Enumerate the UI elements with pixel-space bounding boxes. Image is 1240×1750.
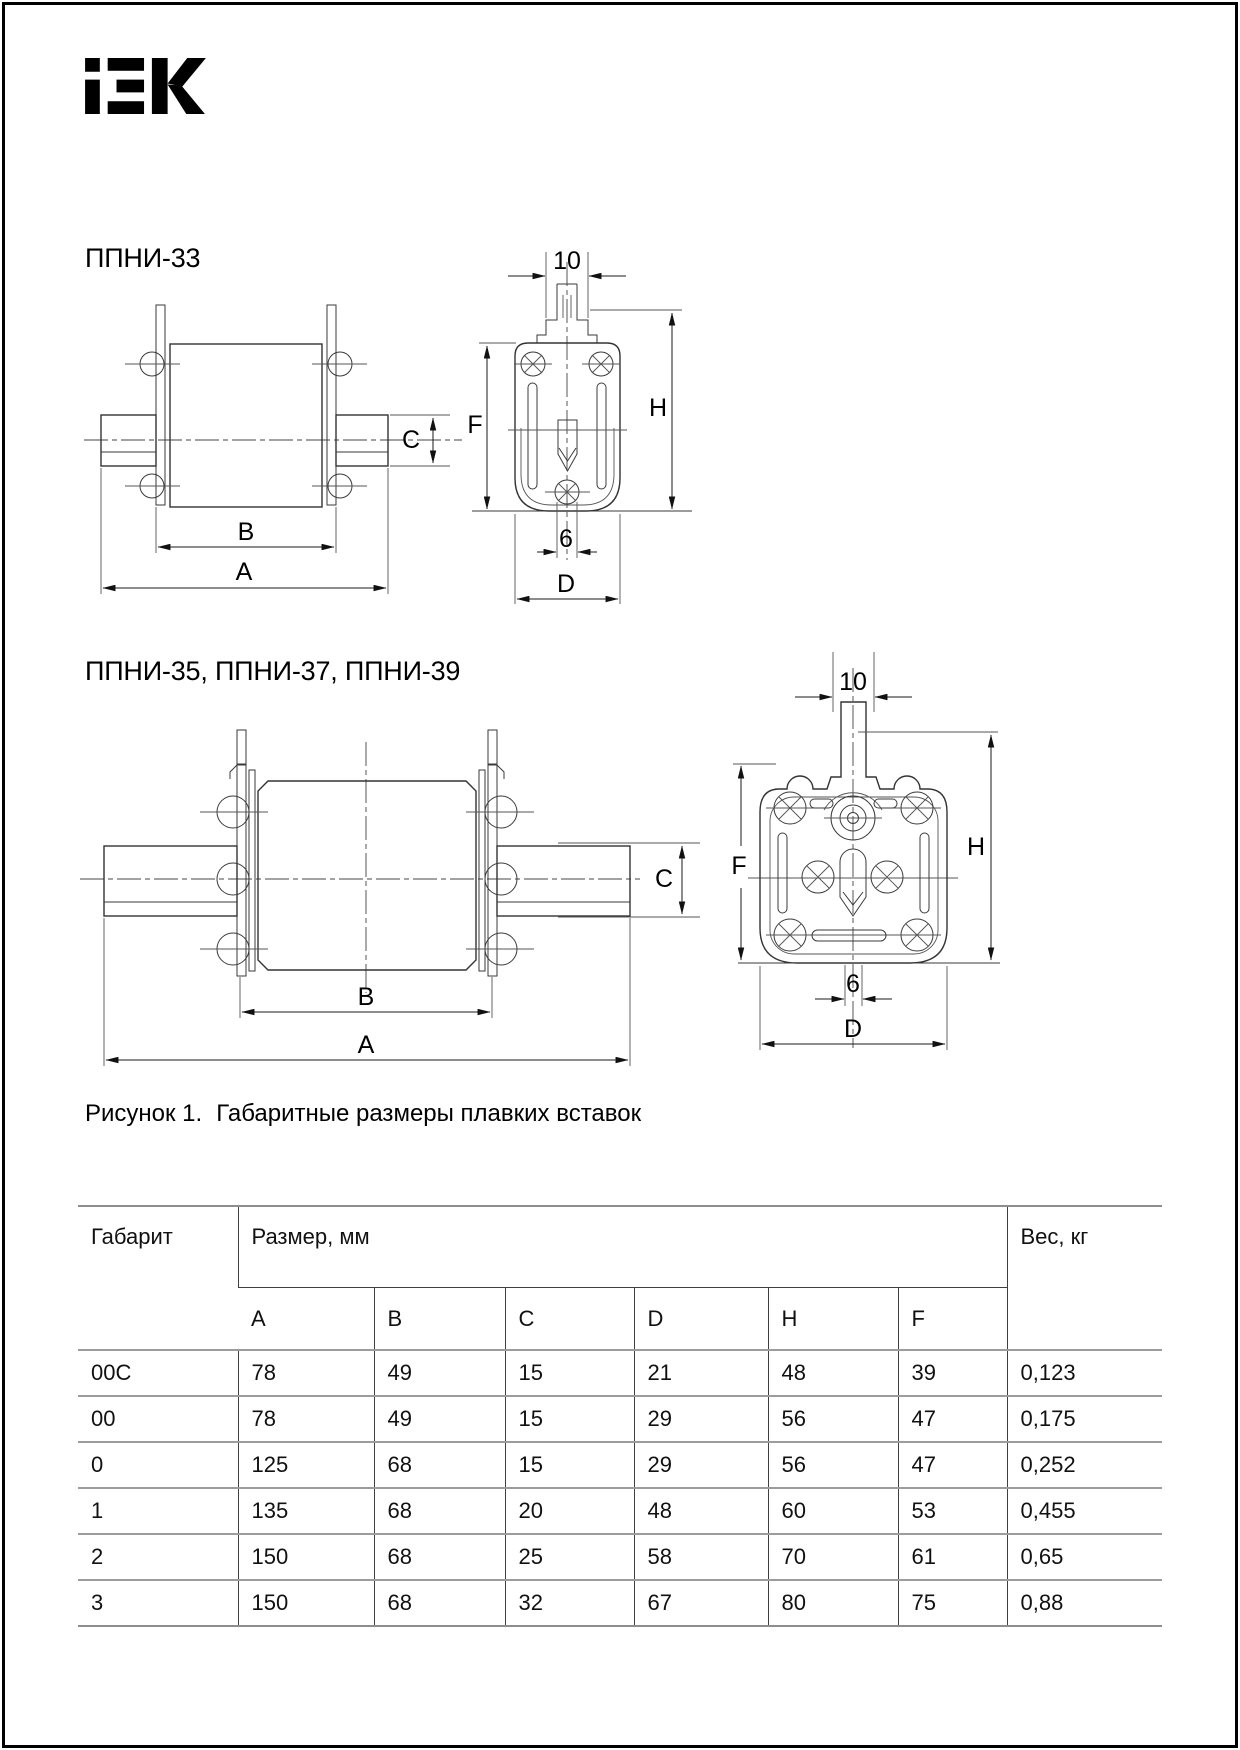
cell-d: 21 <box>634 1350 768 1396</box>
cell-d: 48 <box>634 1488 768 1534</box>
header-col-a: A <box>251 1305 266 1331</box>
dimensions-table <box>78 1205 1162 1627</box>
cell-c: 20 <box>505 1488 634 1534</box>
figure-caption-text: Габаритные размеры плавких вставок <box>216 1100 642 1127</box>
table-row <box>78 1580 1162 1626</box>
ppni-33-front-view <box>467 247 692 604</box>
cell-d: 29 <box>634 1396 768 1442</box>
section-title-ppni-33: ППНИ-33 <box>85 243 201 273</box>
dim-label-a: A <box>357 1031 375 1059</box>
header-col-b: B <box>374 1288 505 1351</box>
dim-label-6: 6 <box>559 525 573 553</box>
dim-label-f: F <box>731 852 747 880</box>
table-row <box>78 1396 1162 1442</box>
cell-a: 150 <box>238 1534 374 1580</box>
cell-d: 67 <box>634 1580 768 1626</box>
figure-caption <box>85 1100 641 1128</box>
dim-label-d: D <box>556 570 576 598</box>
dim-label-b: B <box>357 983 375 1011</box>
dim-label-6: 6 <box>846 970 860 998</box>
cell-gabarit: 2 <box>78 1534 238 1580</box>
cell-weight: 0,175 <box>1007 1396 1162 1442</box>
header-col-f: F <box>898 1288 1007 1351</box>
cell-h: 48 <box>768 1350 898 1396</box>
dim-label-c: C <box>654 865 674 893</box>
cell-weight: 0,123 <box>1007 1350 1162 1396</box>
iek-logo <box>85 58 207 114</box>
cell-f: 61 <box>898 1534 1007 1580</box>
table-row <box>78 1350 1162 1396</box>
cell-a: 125 <box>238 1442 374 1488</box>
ppni-35-side-view <box>80 730 700 1066</box>
cell-weight: 0,88 <box>1007 1580 1162 1626</box>
cell-a: 78 <box>238 1350 374 1396</box>
cell-d: 29 <box>634 1442 768 1488</box>
ppni-33-side-view <box>84 305 462 594</box>
cell-b: 68 <box>374 1580 505 1626</box>
cell-b: 68 <box>374 1488 505 1534</box>
ppni-35-front-view <box>731 652 1000 1050</box>
dim-label-10: 10 <box>553 247 581 275</box>
cell-a: 78 <box>238 1396 374 1442</box>
cell-f: 47 <box>898 1442 1007 1488</box>
cell-c: 15 <box>505 1396 634 1442</box>
cell-h: 56 <box>768 1396 898 1442</box>
cell-weight: 0,455 <box>1007 1488 1162 1534</box>
cell-f: 39 <box>898 1350 1007 1396</box>
cell-b: 68 <box>374 1442 505 1488</box>
header-weight: Вес, кг <box>1007 1206 1162 1350</box>
cell-b: 49 <box>374 1396 505 1442</box>
cell-b: 49 <box>374 1350 505 1396</box>
cell-gabarit: 3 <box>78 1580 238 1626</box>
header-col-d: D <box>634 1288 768 1351</box>
dim-label-c: C <box>401 426 421 454</box>
cell-weight: 0,252 <box>1007 1442 1162 1488</box>
cell-f: 47 <box>898 1396 1007 1442</box>
cell-c: 15 <box>505 1442 634 1488</box>
cell-a: 150 <box>238 1580 374 1626</box>
figure-caption-number: Рисунок 1. <box>85 1100 203 1127</box>
cell-gabarit: 00C <box>78 1350 238 1396</box>
dim-label-10: 10 <box>839 668 867 696</box>
table-row <box>78 1534 1162 1580</box>
table-header-row-1 <box>78 1206 1162 1288</box>
dim-label-d: D <box>843 1015 863 1043</box>
cell-h: 80 <box>768 1580 898 1626</box>
table-row <box>78 1488 1162 1534</box>
cell-gabarit: 1 <box>78 1488 238 1534</box>
cell-b: 68 <box>374 1534 505 1580</box>
cell-c: 15 <box>505 1350 634 1396</box>
cell-gabarit: 0 <box>78 1442 238 1488</box>
table-header-row-2 <box>78 1288 1162 1351</box>
cell-d: 58 <box>634 1534 768 1580</box>
dim-label-h: H <box>966 833 986 861</box>
dim-label-a: A <box>235 558 253 586</box>
dim-label-b: B <box>237 518 255 546</box>
table-row <box>78 1442 1162 1488</box>
cell-f: 53 <box>898 1488 1007 1534</box>
dim-label-h: H <box>648 394 668 422</box>
cell-h: 60 <box>768 1488 898 1534</box>
figure-ppni-33 <box>70 225 710 615</box>
header-size-group: Размер, мм <box>238 1206 1007 1288</box>
header-col-c: C <box>505 1288 634 1351</box>
section-title-ppni-35-37-39: ППНИ-35, ППНИ-37, ППНИ-39 <box>85 656 461 686</box>
header-gabarit: Габарит <box>91 1224 173 1249</box>
cell-a: 135 <box>238 1488 374 1534</box>
cell-h: 70 <box>768 1534 898 1580</box>
cell-weight: 0,65 <box>1007 1534 1162 1580</box>
dim-label-f: F <box>467 411 483 439</box>
cell-gabarit: 00 <box>78 1396 238 1442</box>
cell-c: 32 <box>505 1580 634 1626</box>
cell-c: 25 <box>505 1534 634 1580</box>
cell-f: 75 <box>898 1580 1007 1626</box>
cell-h: 56 <box>768 1442 898 1488</box>
header-col-h: H <box>768 1288 898 1351</box>
figure-ppni-35-37-39 <box>70 640 1020 1070</box>
